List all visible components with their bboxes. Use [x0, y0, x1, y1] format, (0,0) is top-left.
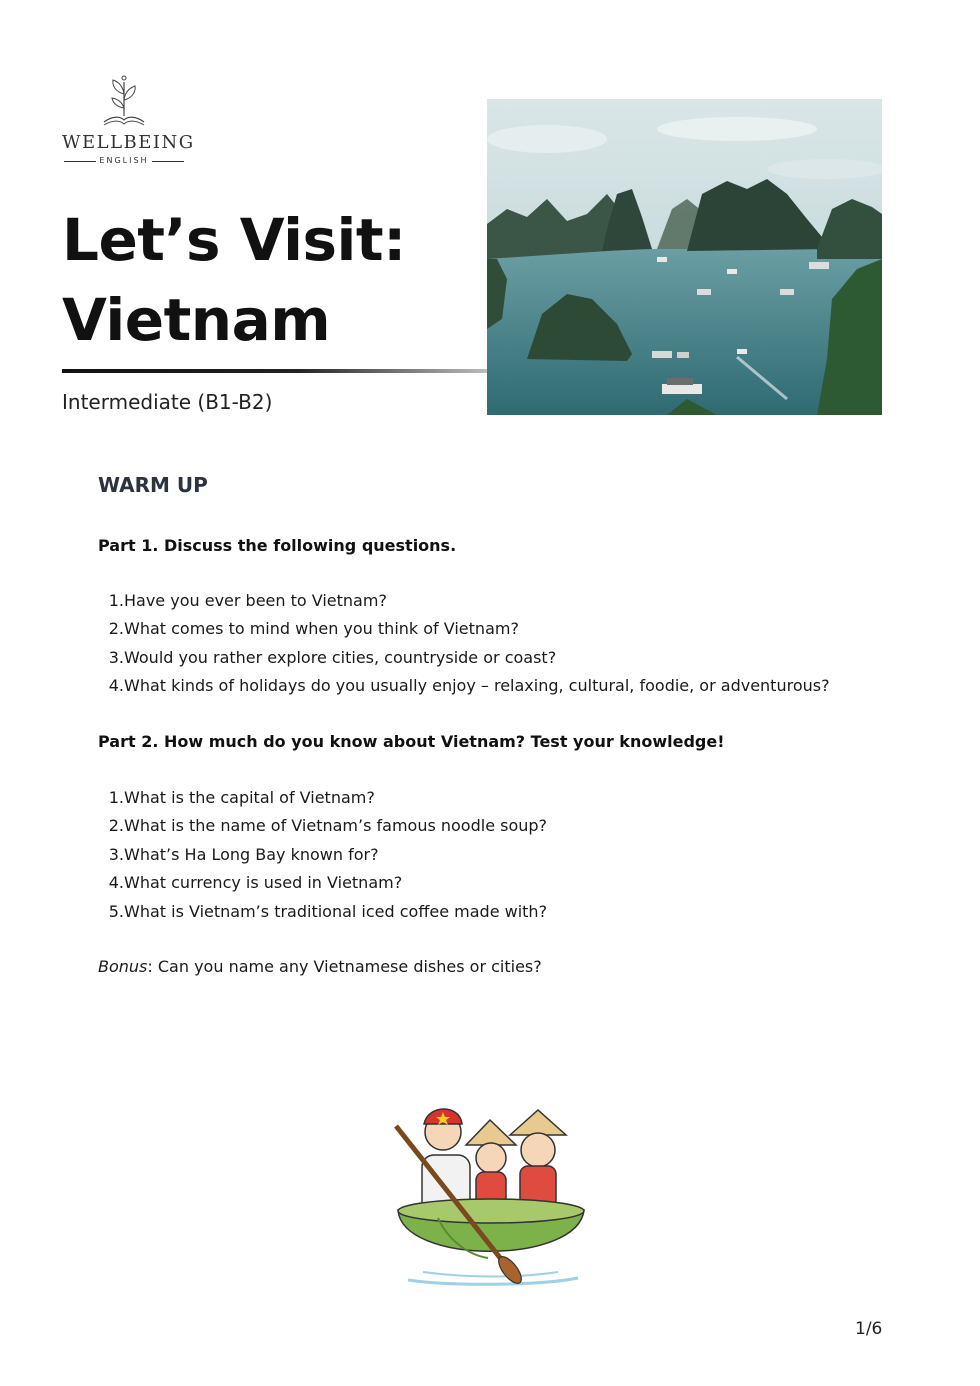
book-plant-icon [102, 72, 146, 128]
level-label: Intermediate (B1-B2) [62, 390, 273, 414]
warm-up-heading: WARM UP [98, 473, 208, 497]
question-text: What’s Ha Long Bay known for? [124, 844, 379, 864]
bonus-question: Bonus: Can you name any Vietnamese dishes or cities? [98, 957, 542, 976]
list-item [98, 812, 547, 840]
question-text: What currency is used in Vietnam? [124, 873, 403, 893]
basket-boat-illustration [388, 1090, 594, 1290]
part-1-question-list [98, 587, 830, 701]
question-text: What kinds of holidays do you usually enjoy – relaxing, cultural, foodie, or adventurous? [124, 676, 830, 696]
question-text: What is the name of Vietnam’s famous noodle soup? [124, 816, 548, 836]
list-number: 5. [108, 901, 124, 921]
list-number: 2. [108, 816, 124, 836]
list-number: 1. [108, 788, 124, 807]
part-1-heading: Part 1. Discuss the following questions. [98, 536, 457, 555]
list-item [98, 615, 830, 643]
part-2-heading: Part 2. How much do you know about Vietnam? Test your knowledge! [98, 732, 725, 751]
list-number: 1. [108, 591, 124, 610]
list-item [98, 869, 547, 897]
question-text: Have you ever been to Vietnam? [124, 591, 387, 610]
ha-long-bay-photo [487, 99, 882, 415]
bonus-label: Bonus [98, 957, 148, 976]
logo-subtitle: ENGLISH [62, 156, 186, 165]
title-line-2: Vietnam [62, 286, 331, 354]
list-number: 2. [108, 619, 124, 639]
part-2-question-list [98, 784, 547, 926]
question-text: What is the capital of Vietnam? [124, 788, 375, 807]
page-number: 1/6 [855, 1319, 883, 1339]
list-number: 4. [108, 873, 124, 893]
list-item [98, 672, 830, 700]
question-text: What is Vietnam’s traditional iced coffee made with? [124, 901, 548, 921]
list-item [98, 784, 547, 812]
list-number: 3. [108, 647, 124, 667]
list-item [98, 841, 547, 869]
page-title [62, 200, 406, 360]
wellbeing-english-logo [62, 72, 195, 168]
logo-wordmark: WELLBEING [62, 132, 195, 153]
list-item [98, 898, 547, 926]
bonus-text: Can you name any Vietnamese dishes or cities? [157, 957, 542, 976]
list-item [98, 587, 830, 615]
list-number: 4. [108, 676, 124, 696]
list-item [98, 644, 830, 672]
title-line-1: Let’s Visit: [62, 206, 406, 274]
question-text: What comes to mind when you think of Vietnam? [124, 619, 519, 639]
question-text: Would you rather explore cities, countryside or coast? [124, 647, 557, 667]
list-number: 3. [108, 844, 124, 864]
title-divider [62, 369, 488, 373]
